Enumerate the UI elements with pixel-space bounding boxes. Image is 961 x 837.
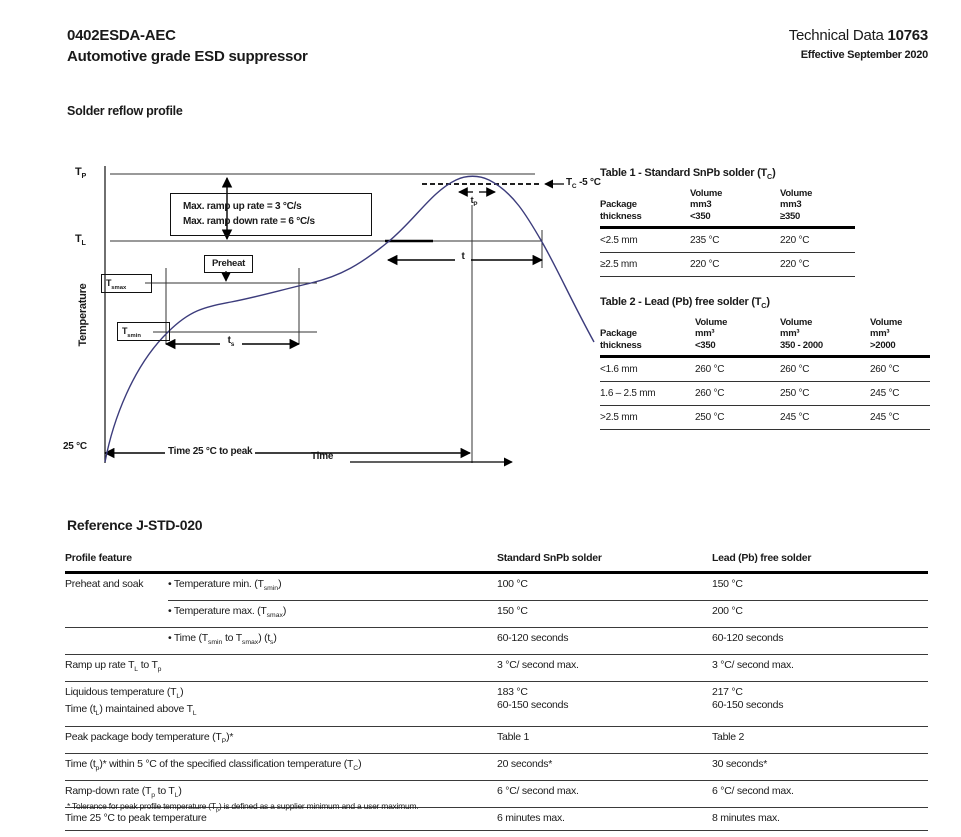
ref-group-label [65, 628, 168, 655]
table2-cell: >2.5 mm [600, 406, 695, 430]
ref-snpb-value: 6 °C/ second max. [497, 781, 712, 808]
doc-number: 10763 [887, 27, 928, 44]
doc-title [789, 27, 928, 44]
table-row [65, 601, 928, 628]
ref-snpb-value: Table 1 [497, 727, 712, 754]
table2-cell: 245 °C [780, 406, 870, 430]
ref-group-label: Preheat and soak [65, 578, 144, 590]
ref-pbfree-value: Table 2 [712, 727, 928, 754]
table-row [65, 682, 928, 726]
ramp-down-rate-text: Max. ramp down rate = 6 °C/s [183, 216, 315, 227]
table2-header-volume-gt2000: Volume mm³ >2000 [870, 317, 930, 358]
tl-axis-label: $T_L$ [75, 233, 86, 248]
table2-cell: 250 °C [695, 406, 780, 430]
table-row [65, 754, 928, 781]
product-title: 0402ESDA-AEC [67, 27, 176, 44]
table2-cell: 260 °C [870, 358, 930, 382]
time-axis-label: Time [311, 451, 334, 462]
ref-feature: Ramp-down rate ($T_p$ to $T_L$) [65, 781, 497, 808]
time-to-peak-label: Time 25 °C to peak [165, 446, 255, 457]
table1-cell: <2.5 mm [600, 229, 690, 253]
ref-header-profile-feature: Profile feature [65, 548, 497, 574]
table1-title: Table 1 - Standard SnPb solder $(T_C)$ [600, 167, 776, 182]
ref-pbfree-value: 217 °C 60-150 seconds [712, 682, 928, 726]
footnote: * Tolerance for peak profile temperature $(T_p)$ is defined as a supplier minimum and a user maximum. [67, 801, 419, 814]
ref-snpb-value: 6 minutes max. [497, 808, 712, 831]
ref-header-pbfree: Lead (Pb) free solder [712, 548, 928, 574]
table1-header-volume-lt350: Volume mm3 <350 [690, 188, 780, 229]
temperature-axis-label: Temperature [77, 283, 89, 347]
ref-snpb-value: 100 °C [497, 574, 712, 601]
table-row [65, 574, 928, 601]
t-label: t [455, 251, 471, 262]
table-row [65, 628, 928, 655]
table2-cell: 260 °C [780, 358, 870, 382]
ref-pbfree-value: 6 °C/ second max. [712, 781, 928, 808]
table1-cell: 220 °C [780, 253, 855, 277]
table2-header-volume-lt350: Volume mm³ <350 [695, 317, 780, 358]
ref-pbfree-value: 150 °C [712, 574, 928, 601]
reference-table [65, 548, 928, 831]
tsmin-label-box: $T_{smin}$ [117, 322, 170, 341]
table2-cell: 245 °C [870, 382, 930, 406]
tp-axis-label: $T_P$ [75, 166, 87, 181]
table2-cell: 260 °C [695, 358, 780, 382]
ref-snpb-value: 150 °C [497, 601, 712, 628]
table2-cell: 1.6 – 2.5 mm [600, 382, 695, 406]
table1-cell: ≥2.5 mm [600, 253, 690, 277]
ref-pbfree-value: 3 °C/ second max. [712, 655, 928, 682]
ts-label: $t_s$ [220, 335, 242, 348]
ref-group-label [65, 601, 168, 628]
ref-feature: Time 25 °C to peak temperature [65, 808, 497, 831]
reflow-profile-diagram [65, 152, 600, 482]
ref-feature: • Temperature min. $(T_{smin})$ [168, 574, 497, 601]
table-row [65, 727, 928, 754]
table2-lead-free-solder [600, 296, 930, 430]
table2-cell: 250 °C [780, 382, 870, 406]
table2-cell: 245 °C [870, 406, 930, 430]
tc-minus5-label: $T_C$ -5 °C [566, 177, 601, 190]
ref-feature: • Time ($T_{smin}$ to $T_{smax}$) $(t_s)$ [168, 628, 497, 655]
ramp-rate-callout-box [170, 193, 372, 236]
table1-cell: 235 °C [690, 229, 780, 253]
ref-feature: Time $(t_p)*$ within 5 °C of the specified classification temperature $(T_C)$ [65, 754, 497, 781]
reference-table-header [65, 548, 928, 574]
ref-snpb-value: 60-120 seconds [497, 628, 712, 655]
start-temp-label: 25 °C [63, 441, 87, 452]
ref-feature: Liquidous temperature $(T_L)$ Time $(t_L)$ maintained above $T_L$ [65, 682, 497, 726]
ref-pbfree-value: 30 seconds* [712, 754, 928, 781]
tp-peak-label: $t_P$ [470, 195, 478, 208]
doc-type: Technical Data [788, 27, 884, 44]
table1-header-package-thickness: Package thickness [600, 199, 690, 228]
table2-header-package-thickness: Package thickness [600, 328, 695, 357]
table1-header-volume-ge350: Volume mm3 ≥350 [780, 188, 855, 229]
ref-snpb-value: 3 °C/ second max. [497, 655, 712, 682]
ref-header-snpb: Standard SnPb solder [497, 548, 712, 574]
ref-pbfree-value: 60-120 seconds [712, 628, 928, 655]
ramp-up-rate-text: Max. ramp up rate = 3 °C/s [183, 201, 302, 212]
table2-cell: <1.6 mm [600, 358, 695, 382]
table2-cell: 260 °C [695, 382, 780, 406]
ref-snpb-value: 20 seconds* [497, 754, 712, 781]
ref-feature: Peak package body temperature $(T_P)*$ [65, 727, 497, 754]
table1-cell: 220 °C [690, 253, 780, 277]
ref-pbfree-value: 200 °C [712, 601, 928, 628]
table2-title: Table 2 - Lead (Pb) free solder $(T_C)$ [600, 296, 770, 311]
section-title: Solder reflow profile [67, 104, 183, 118]
ref-snpb-value: 183 °C 60-150 seconds [497, 682, 712, 726]
table1-cell: 220 °C [780, 229, 855, 253]
product-subtitle: Automotive grade ESD suppressor [67, 48, 308, 65]
preheat-label-box: Preheat [204, 255, 253, 273]
ref-pbfree-value: 8 minutes max. [712, 808, 928, 831]
tsmax-label-box: $T_{smax}$ [101, 274, 152, 293]
table-row [65, 655, 928, 682]
ref-feature: • Temperature max. $(T_{smax})$ [168, 601, 497, 628]
reference-title: Reference J-STD-020 [67, 517, 203, 533]
effective-date: Effective September 2020 [800, 49, 928, 61]
ref-feature: Ramp up rate $T_L$ to $T_p$ [65, 655, 497, 682]
table2-header-volume-350-2000: Volume mm³ 350 - 2000 [780, 317, 870, 358]
table1-standard-snpb-solder [600, 167, 855, 277]
